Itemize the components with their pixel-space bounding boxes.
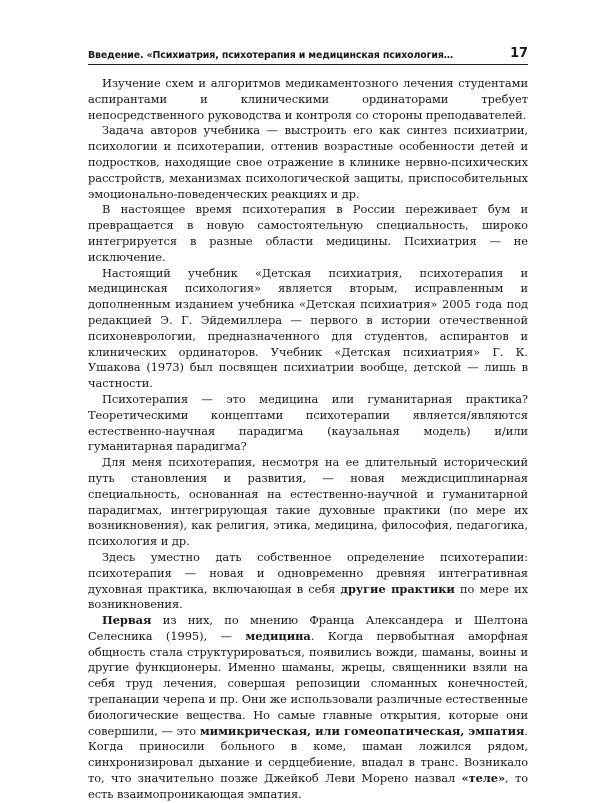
text-run: , то есть взаимопроникающая эмпатия. xyxy=(88,771,528,801)
paragraph xyxy=(88,550,528,613)
running-head-title: Введение. «Психиатрия, психотерапия и медицинская психология… xyxy=(88,50,454,61)
paragraph: Изучение схем и алгоритмов медикаментозного лечения студентами аспирантами и клиническими ординаторами требует непосредственного руководства и контроля со стороны преподавателей. xyxy=(88,76,528,122)
text-run: по мере их возникновения. xyxy=(88,581,528,612)
bold-term: другие практики xyxy=(340,581,455,596)
text-run: . Когда приносили больного в коме, шаман ложился рядом, синхронизировал дыхание и сердцебиение, впадал в транс. Возникало то, что значительно позже Джейкоб Леви Морено назвал xyxy=(88,723,528,786)
page-number: 17 xyxy=(510,46,528,61)
paragraph: В настоящее время психотерапия в России переживает бум и превращается в новую самостоятельную специальность, широко интегрируется в разные области медицины. Психиатрия — не исключение. xyxy=(88,202,528,264)
body-text xyxy=(88,76,528,803)
paragraph xyxy=(88,613,528,803)
bold-term: медицина xyxy=(245,628,311,643)
bold-term: «теле» xyxy=(461,771,506,786)
paragraph: Настоящий учебник «Детская психиатрия, психотерапия и медицинская психология» является вторым, исправленным и дополненным изданием учебника «Детская психиатрия» 2005 года под редакцией Э. Г. Эйдемиллера — первого в истории отечественной психоневрологии, предназначенного для студентов, аспирантов и клинических ординаторов. Учебник «Детская психиатрия» Г. К. Ушакова (1973) был посвящен психиатрии вообще, детской — лишь в частности. xyxy=(88,265,528,391)
text-run: Здесь уместно дать собственное определение психотерапии: психотерапия — новая и одновременно древняя интегративная духовная практика, включающая в себя xyxy=(88,549,528,596)
text-run: . Когда первобытная аморфная общность стала структурироваться, появились вожди, шаманы, воины и другие функционеры. Именно шаманы, жрецы, священники взяли на себя труд лечения, совершая репозиции сломанных конечностей, трепанации черепа и пр. Они же использовали различные естественные биологические вещества. Но самые главные открытия, которые они совершили, — это xyxy=(88,628,528,738)
bold-term: Первая xyxy=(102,613,152,628)
paragraph: Для меня психотерапия, несмотря на ее длительный исторический путь становления и развития, — новая междисциплинарная специальность, основанная на естественно-научной и гуманитарной парадигмах, интегрирующая такие духовные практики (по мере их возникновения), как религия, этика, медицина, философия, педагогика, психология и др. xyxy=(88,455,528,549)
paragraph: Задача авторов учебника — выстроить его как синтез психиатрии, психологии и психотерапии, оттенив возрастные особенности детей и подростков, находящие свое отражение в клинике нервно-психических расстройств, механизмах психологической защиты, приспособительных эмоционально-поведенческих реакциях и др. xyxy=(88,123,528,201)
paragraph: Психотерапия — это медицина или гуманитарная практика? Теоретическими концептами психотерапии является/являются естественно-научная парадигма (каузальная модель) и/или гуманитарная парадигма? xyxy=(88,391,528,454)
text-run: из них, по мнению Франца Александера и Шелтона Селесника (1995), — xyxy=(88,613,528,643)
bold-term: мимикрическая, или гомеопатическая, эмпатия xyxy=(199,723,525,738)
running-head xyxy=(88,46,528,65)
